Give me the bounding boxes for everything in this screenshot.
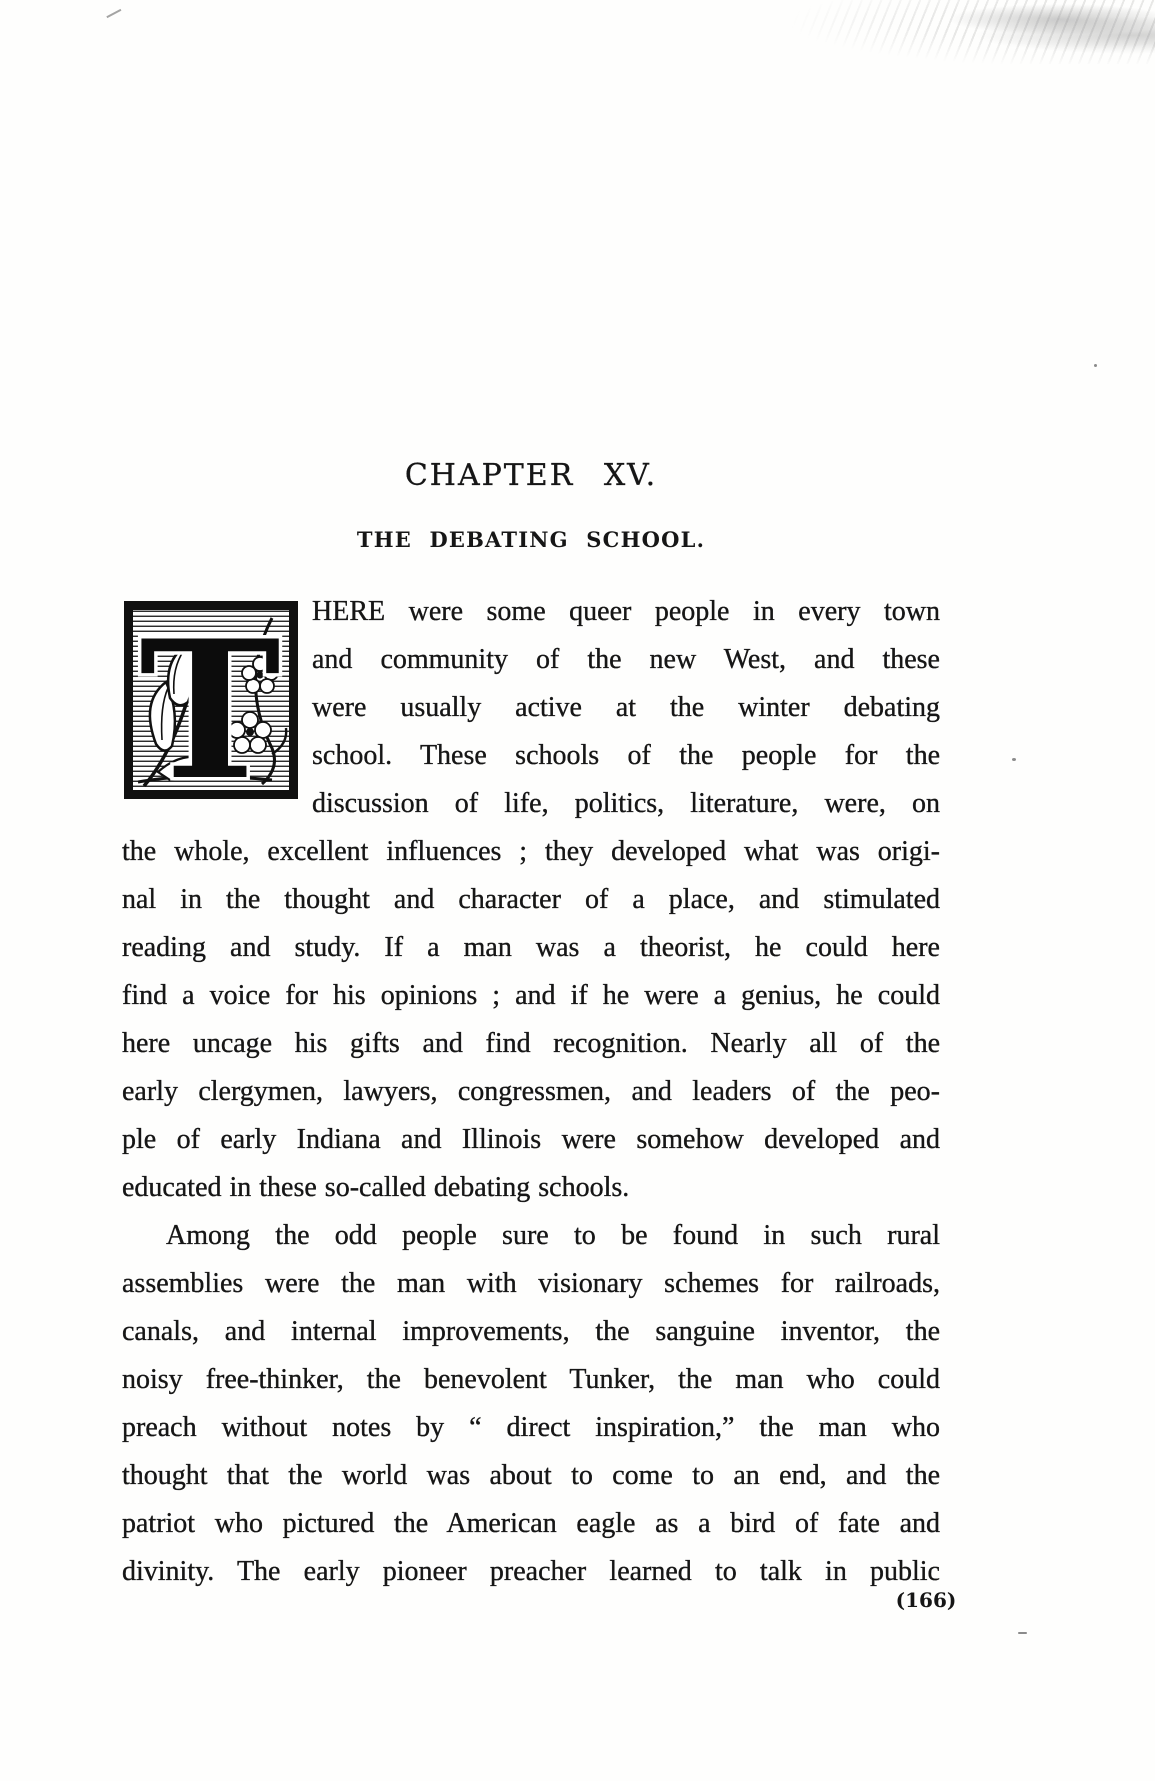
scan-speck: [1012, 758, 1016, 761]
body-line: patriot who pictured the American eagle as a bird of fate and: [122, 1508, 940, 1539]
body-line: preach without notes by “ direct inspiration,” the man who: [122, 1412, 940, 1443]
body-line: reading and study. If a man was a theorist, he could here: [122, 932, 940, 963]
body-line: early clergymen, lawyers, congressmen, and leaders of the peo-: [122, 1076, 940, 1107]
scan-speck: [1018, 1632, 1027, 1634]
body-line: ple of early Indiana and Illinois were somehow developed and: [122, 1124, 940, 1155]
drop-cap-letter: T: [139, 599, 281, 806]
chapter-heading: CHAPTER XV.: [404, 458, 658, 493]
body-line: Among the odd people sure to be found in such rural: [166, 1220, 940, 1251]
body-line: divinity. The early pioneer preacher learned to talk in public: [122, 1556, 940, 1587]
body-line: find a voice for his opinions ; and if he were a genius, he could: [122, 980, 940, 1011]
body-line: HERE were some queer people in every town: [312, 596, 940, 627]
body-line: here uncage his gifts and find recognition. Nearly all of the: [122, 1028, 940, 1059]
drop-cap-woodcut-icon: [122, 594, 302, 806]
scan-speck: [1094, 364, 1097, 367]
body-text: [122, 588, 940, 1596]
body-line: assemblies were the man with visionary schemes for railroads,: [122, 1268, 940, 1299]
scan-mark-top-left: [106, 9, 125, 26]
body-line: canals, and internal improvements, the sanguine inventor, the: [122, 1316, 940, 1347]
body-line: nal in the thought and character of a place, and stimulated: [122, 884, 940, 915]
scan-smudge-top-right: [725, 0, 1155, 64]
drop-cap-ornament: [122, 594, 302, 806]
body-line: the whole, excellent influences ; they developed what was origi-: [122, 836, 940, 867]
body-line: discussion of life, politics, literature, were, on: [312, 788, 940, 819]
body-line: school. These schools of the people for the: [312, 740, 940, 771]
page-number: (166): [895, 1588, 957, 1612]
body-line: were usually active at the winter debating: [312, 692, 940, 723]
body-line: thought that the world was about to come to an end, and the: [122, 1460, 940, 1491]
section-heading: THE DEBATING SCHOOL.: [356, 527, 706, 552]
body-line: noisy free-thinker, the benevolent Tunker, the man who could: [122, 1364, 940, 1395]
body-line: and community of the new West, and these: [312, 644, 940, 675]
body-line: educated in these so-called debating schools.: [122, 1172, 630, 1203]
